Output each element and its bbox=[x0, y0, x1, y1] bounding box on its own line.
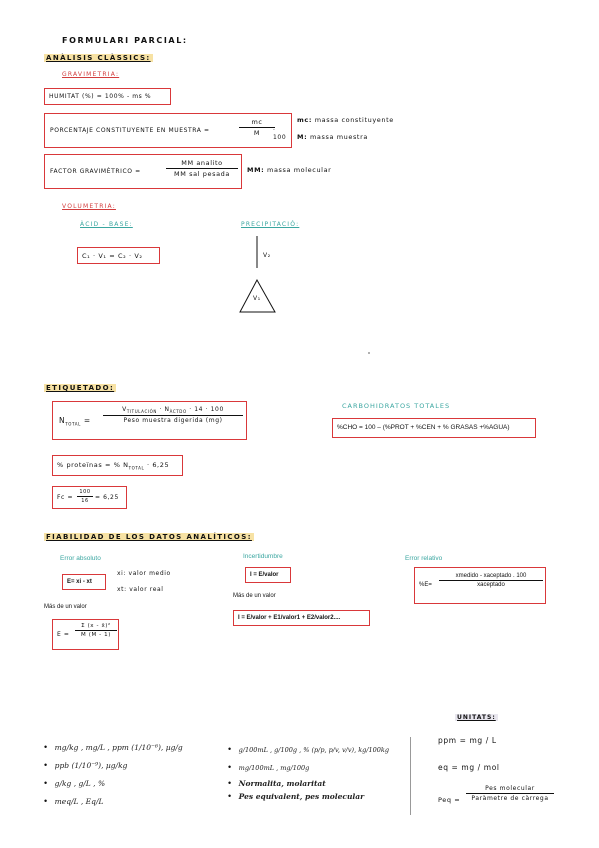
peq-numerator: Pes molecular bbox=[485, 785, 535, 792]
mas-de-un-valor-label-2: Más de un valor bbox=[233, 593, 276, 599]
ntotal-num-n-sub: ÀCTDO bbox=[169, 409, 187, 415]
factor-numerator: MM analito bbox=[181, 159, 223, 167]
def-MM-key: MM: bbox=[247, 166, 265, 174]
error-stddev-lhs: E = bbox=[57, 631, 70, 638]
units-list-col2 bbox=[228, 739, 408, 799]
def-MM bbox=[247, 166, 331, 174]
factor-formula-box bbox=[44, 154, 242, 189]
section-heading-fiabilidad: FIABILIDAD DE LOS DATOS ANALÍTICOS: bbox=[46, 533, 252, 541]
fc-formula-box bbox=[52, 486, 127, 509]
units-col1-text: mg/kg , mg/L , ppm (1/10⁻⁶), µg/g bbox=[54, 743, 183, 752]
incertidumbre-title: Incertidumbre bbox=[243, 553, 283, 560]
def-mc-key: mc: bbox=[297, 116, 313, 124]
fc-lhs: Fc = bbox=[57, 494, 74, 501]
ntotal-denominator: Peso muestra digerida (mg) bbox=[123, 417, 223, 425]
fc-denominator: 16 bbox=[81, 498, 89, 504]
units-col2-text: Pes equivalent, pes molecular bbox=[238, 792, 365, 801]
ntotal-numerator: $V_{TITULACIÓN} \cdot N_{ÀCTDO} \cdot 14 \cdot 100$ bbox=[122, 406, 224, 415]
units-col1-text: meq/L , Eq/L bbox=[54, 797, 104, 806]
carbohidratos-formula: %CHO = 100 – (%PROT + %CEN + % GRASAS +%AGUA) bbox=[337, 424, 510, 431]
proteinas-lhs: % proteïnas = % N bbox=[57, 461, 129, 469]
error-stddev-fraction bbox=[75, 623, 117, 638]
ppm-formula: ppm = mg / L bbox=[438, 736, 497, 745]
ntotal-num-v: V bbox=[122, 406, 127, 413]
units-col1-item: • g/kg , g/L , % bbox=[44, 778, 106, 788]
xt-definition: xt: valor real bbox=[117, 586, 164, 593]
def-MM-val: massa molecular bbox=[267, 166, 332, 174]
ntotal-lhs-sub: TOTAL bbox=[65, 421, 81, 427]
factor-label: FACTOR GRAVIMÈTRICO = bbox=[50, 168, 141, 175]
carbohidratos-title: CARBOHIDRATOS TOTALES bbox=[342, 402, 451, 410]
subheading-volumetria: VOLUMETRIA: bbox=[62, 203, 116, 210]
def-mc-val: massa constituyente bbox=[314, 116, 394, 124]
units-col2-text: Normalita, molaritat bbox=[238, 779, 326, 788]
proteinas-sub: TOTAL bbox=[128, 465, 145, 471]
page-title: FORMULARI PARCIAL: bbox=[62, 36, 188, 45]
def-M bbox=[297, 133, 368, 141]
def-M-key: M: bbox=[297, 133, 308, 141]
ntotal-formula-box bbox=[52, 401, 247, 440]
proteinas-formula-box bbox=[52, 455, 183, 476]
xi-definition: xi: valor medio bbox=[117, 570, 171, 577]
units-col1-item: • meq/L , Eq/L bbox=[44, 796, 104, 806]
incertidumbre-box bbox=[245, 567, 291, 583]
units-col1-item: • ppb (1/10⁻⁹), µg/kg bbox=[44, 760, 128, 770]
error-relativo-box bbox=[414, 567, 546, 604]
eq-formula: eq = mg / mol bbox=[438, 763, 500, 772]
ntotal-num-v-sub: TITULACIÓN bbox=[126, 409, 157, 415]
error-relativo-fraction bbox=[439, 573, 543, 588]
error-relativo-denominator: xaceptado bbox=[477, 582, 505, 588]
error-stddev-numerator: Σ (x - x̄)² bbox=[81, 623, 111, 629]
units-col1-item: • mg/kg , mg/L , ppm (1/10⁻⁶), µg/g bbox=[44, 742, 183, 752]
fc-fraction bbox=[77, 489, 93, 504]
porcentaje-label: PORCENTAJE CONSTITUYENTE EN MUESTRA = bbox=[50, 127, 210, 134]
ntotal-lhs: $N_{TOTAL}$ = bbox=[59, 416, 91, 427]
error-stddev-box bbox=[52, 619, 119, 650]
label-v2: V₂ bbox=[263, 252, 271, 259]
error-stddev-denominator: M (M - 1) bbox=[81, 632, 111, 638]
ntotal-lhs-n: N bbox=[59, 416, 66, 425]
humitat-formula-box bbox=[44, 88, 171, 105]
subheading-acid-base: ÀCID - BASE: bbox=[80, 221, 133, 228]
units-col2-item: • Normalita, molaritat bbox=[228, 778, 326, 788]
incertidumbre-multi-formula: I = E/valor + E1/valor1 + E2/valor2.... bbox=[238, 615, 341, 621]
porcentaje-denominator: M bbox=[253, 129, 261, 137]
humitat-formula: HUMITAT (%) = 100% - ms % bbox=[49, 93, 152, 100]
fc-tail: = 6,25 bbox=[95, 494, 119, 501]
error-absoluto-box bbox=[62, 574, 106, 590]
units-col1-text: ppb (1/10⁻⁹), µg/kg bbox=[54, 761, 128, 770]
porcentaje-formula-box bbox=[44, 113, 292, 148]
error-relativo-numerator: xmedido - xaceptado . 100 bbox=[455, 573, 527, 579]
units-col1-text: g/kg , g/L , % bbox=[54, 779, 106, 788]
acid-base-formula-box bbox=[77, 247, 160, 264]
precipitation-diagram bbox=[235, 234, 285, 316]
acid-base-formula: C₁ · V₁ = C₂ · V₂ bbox=[82, 252, 143, 260]
units-list-col1 bbox=[44, 737, 224, 809]
section-heading-etiquetado: ETIQUETADO: bbox=[46, 384, 115, 392]
subheading-gravimetria: GRAVIMETRIA: bbox=[62, 71, 120, 78]
units-divider bbox=[410, 737, 411, 815]
carbohidratos-formula-box bbox=[332, 418, 536, 438]
label-v1: V₁ bbox=[253, 295, 261, 302]
subheading-precipitacio: PRECIPITACIÓ: bbox=[241, 221, 300, 228]
fc-numerator: 100 bbox=[79, 489, 91, 495]
mas-de-un-valor-label: Más de un valor bbox=[44, 604, 87, 610]
error-absoluto-title: Error absoluto bbox=[60, 555, 101, 562]
def-mc bbox=[297, 116, 394, 124]
units-col2-item: • g/100mL , g/100g , % (p/p, p/v, v/v), kg/100kg bbox=[228, 744, 390, 754]
ntotal-num-n: N bbox=[164, 406, 170, 413]
porcentaje-fraction bbox=[239, 118, 275, 137]
error-absoluto-formula: E= xi - xt bbox=[67, 579, 92, 585]
peq-denominator: Paràmetre de càrrega bbox=[471, 795, 549, 802]
units-col2-item: • mg/100mL , mg/100g bbox=[228, 762, 310, 772]
peq-lhs: Peq = bbox=[438, 796, 461, 804]
section-heading-analisis: ANÀLISIS CLÀSSICS: bbox=[46, 54, 151, 62]
units-col2-item: • Pes equivalent, pes molecular bbox=[228, 791, 365, 801]
incertidumbre-formula: I = E/valor bbox=[250, 572, 279, 578]
factor-fraction bbox=[166, 159, 238, 178]
unitats-title: UNITATS: bbox=[457, 714, 496, 721]
error-relativo-title: Error relativo bbox=[405, 555, 443, 562]
def-M-val: massa muestra bbox=[309, 133, 368, 141]
proteinas-tail: · 6,25 bbox=[146, 461, 170, 469]
error-relativo-lhs: %E= bbox=[419, 582, 432, 588]
peq-fraction bbox=[466, 785, 554, 802]
porcentaje-tail: · 100 bbox=[273, 127, 287, 141]
stray-dot bbox=[368, 352, 370, 354]
units-col2-text: mg/100mL , mg/100g bbox=[238, 764, 310, 772]
porcentaje-numerator: mc bbox=[251, 118, 263, 126]
ntotal-num-tail: · 14 · 100 bbox=[189, 406, 224, 413]
units-col2-text: g/100mL , g/100g , % (p/p, p/v, v/v), kg/100kg bbox=[238, 746, 390, 754]
factor-denominator: MM sal pesada bbox=[174, 170, 230, 178]
incertidumbre-multi-box bbox=[233, 610, 370, 626]
ntotal-fraction bbox=[103, 406, 243, 424]
